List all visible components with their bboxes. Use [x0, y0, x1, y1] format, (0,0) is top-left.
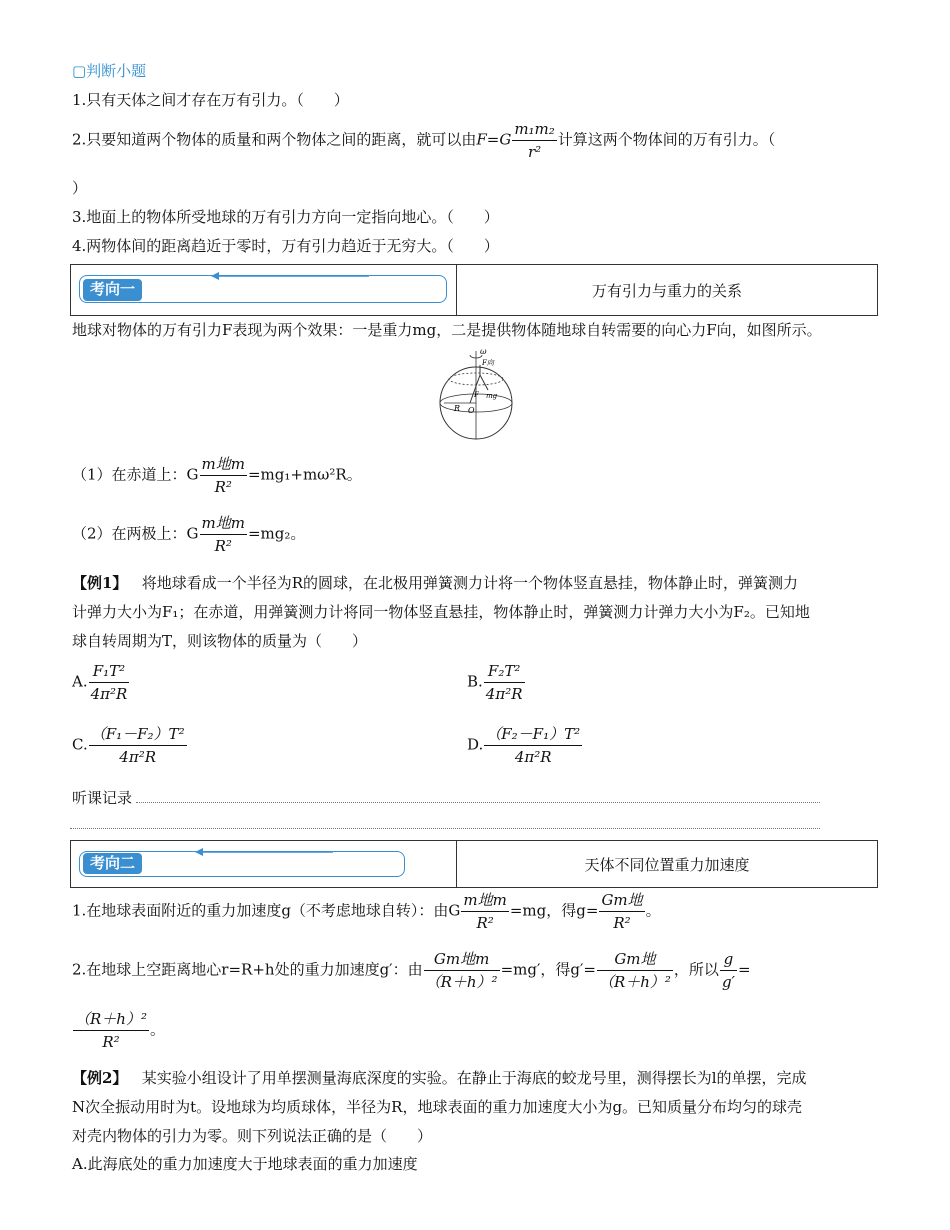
option-d[interactable] [467, 723, 583, 768]
section1-tag: 考向一 [83, 279, 142, 301]
q2-eq: =G [486, 130, 512, 149]
eq1 [72, 453, 362, 498]
gravity-line-3 [72, 1008, 165, 1053]
option-c-fraction [89, 723, 187, 768]
fig-r: R [454, 404, 461, 413]
example1-line1 [72, 572, 798, 593]
example2-tag: 【例2】 [72, 1069, 128, 1087]
fig-fn: F向 [482, 359, 494, 367]
example1-line2: 计弹力大小为F₁；在赤道，用弹簧测力计将同一物体竖直悬挂，物体静止时，弹簧测力计弹力大小为F₂。已知地 [72, 603, 810, 621]
l2-pre: 2.在地球上空距离地心r=R+h处的重力加速度g′：由 [72, 960, 423, 979]
option-b-num: F₂T² [487, 662, 521, 680]
option-a-label: A. [72, 672, 88, 691]
arrow-left-icon [211, 271, 371, 281]
example2-option-a[interactable]: A.此海底处的重力加速度大于地球表面的重力加速度 [72, 1155, 418, 1173]
example2-line2: N次全振动用时为t。设地球为均质球体，半径为R，地球表面的重力加速度大小为g。已知质量分布均匀的球壳 [72, 1098, 803, 1116]
example2-text1: 某实验小组设计了用单摆测量海底深度的实验。在静止于海底的蛟龙号里，测得摆长为l的单摆，完成 [141, 1069, 807, 1087]
fig-f: F [474, 391, 479, 399]
eq1-den: R² [200, 475, 247, 498]
option-d-fraction [484, 723, 582, 768]
fig-omega: ω [480, 347, 487, 356]
q2-den: r² [512, 140, 556, 163]
q2-pre: 2.只要知道两个物体的质量和两个物体之间的距离，就可以由 [72, 130, 477, 149]
l2-fraction [424, 948, 500, 993]
section1-intro: 地球对物体的万有引力F表现为两个效果：一是重力mg，二是提供物体随地球自转需要的向心力F向，如图所示。 [72, 321, 822, 339]
eq2-label: （2）在两极上：G [72, 524, 199, 543]
section1-title: 万有引力与重力的关系 [456, 265, 877, 315]
example1-line3: 球自转周期为T，则该物体的质量为（ ） [72, 632, 368, 650]
option-d-den: 4π²R [484, 745, 582, 768]
example2-line3: 对壳内物体的引力为零。则下列说法正确的是（ ） [72, 1127, 433, 1145]
gravity-line-2 [72, 948, 751, 993]
example2-line1 [72, 1067, 807, 1088]
l2-fraction-2 [597, 948, 673, 993]
l2-num: Gm地m [433, 950, 490, 968]
eq2-den: R² [200, 534, 247, 557]
l2-den: （R＋h）² [424, 970, 500, 993]
notes-line-1[interactable] [136, 802, 820, 803]
option-b[interactable] [467, 660, 526, 705]
fig-mg: mg [486, 392, 498, 400]
l1-pre: 1.在地球表面附近的重力加速度g（不考虑地球自转）：由G [72, 901, 461, 920]
l1-end: 。 [645, 901, 661, 920]
l2-num3: g [723, 950, 734, 968]
judge-q1: 1.只有天体之间才存在万有引力。（ ） [72, 91, 349, 109]
l1-fraction-2 [599, 889, 644, 934]
eq1-num: m地m [201, 455, 245, 473]
fig-o: O [468, 406, 475, 415]
section2-title: 天体不同位置重力加速度 [456, 841, 877, 887]
judge-title: ▢判断小题 [72, 63, 147, 80]
earth-figure [430, 345, 522, 441]
eq1-rhs: =mg₁+mω²R。 [247, 465, 362, 484]
option-b-den: 4π²R [484, 682, 525, 705]
l1-num2: Gm地 [601, 891, 643, 909]
eq1-label: （1）在赤道上：G [72, 465, 199, 484]
eq2-num: m地m [201, 514, 245, 532]
l2-fraction-3 [720, 948, 737, 993]
eq2-rhs: =mg₂。 [247, 524, 306, 543]
notes-label: 听课记录 [72, 790, 133, 807]
l1-den: R² [461, 911, 508, 934]
eq2 [72, 512, 305, 557]
l3-end: 。 [149, 1020, 165, 1039]
l1-den2: R² [599, 911, 644, 934]
l2-num2: Gm地 [614, 950, 656, 968]
judge-q2 [72, 118, 775, 163]
l2-den2: （R＋h）² [597, 970, 673, 993]
l2-mid: =mg′，得g′= [500, 960, 596, 979]
example1-text1: 将地球看成一个半径为R的圆球，在北极用弹簧测力计将一个物体竖直悬挂，物体静止时，弹簧测力 [141, 574, 799, 592]
l3-den: R² [73, 1030, 149, 1053]
option-a-den: 4π²R [89, 682, 130, 705]
option-a-fraction [89, 660, 130, 705]
section2-tag: 考向二 [83, 853, 142, 874]
notes-line-2[interactable] [70, 828, 820, 829]
judge-q2-end: ） [72, 179, 88, 197]
gravity-line-1 [72, 889, 661, 934]
option-c-num: （F₁－F₂）T² [90, 725, 185, 743]
l2-mid2: ，所以 [673, 960, 719, 979]
l1-fraction [461, 889, 508, 934]
eq1-fraction [200, 453, 247, 498]
option-c-label: C. [72, 735, 88, 754]
arrow-left-icon [195, 847, 335, 857]
example1-tag: 【例1】 [72, 574, 128, 592]
option-c[interactable] [72, 723, 188, 768]
q2-post: 计算这两个物体间的万有引力。（ [557, 130, 776, 149]
option-b-fraction [484, 660, 525, 705]
option-d-num: （F₂－F₁）T² [486, 725, 581, 743]
eq2-fraction [200, 512, 247, 557]
section2-header [70, 840, 878, 888]
q2-num: m₁m₂ [514, 120, 555, 138]
l1-mid: =mg，得g= [509, 901, 599, 920]
q2-fraction [512, 118, 556, 163]
l1-num: m地m [463, 891, 507, 909]
option-a[interactable] [72, 660, 130, 705]
l3-num: （R＋h）² [75, 1010, 147, 1028]
l2-den3: g′ [720, 970, 737, 993]
judge-q3: 3.地面上的物体所受地球的万有引力方向一定指向地心。（ ） [72, 208, 499, 226]
option-a-num: F₁T² [92, 662, 126, 680]
option-b-label: B. [467, 672, 483, 691]
option-d-label: D. [467, 735, 484, 754]
l3-fraction [73, 1008, 149, 1053]
l2-eq: = [737, 960, 751, 979]
judge-q4: 4.两物体间的距离趋近于零时，万有引力趋近于无穷大。（ ） [72, 237, 499, 255]
section1-header [70, 264, 878, 316]
q2-f: F [476, 130, 487, 149]
option-c-den: 4π²R [89, 745, 187, 768]
